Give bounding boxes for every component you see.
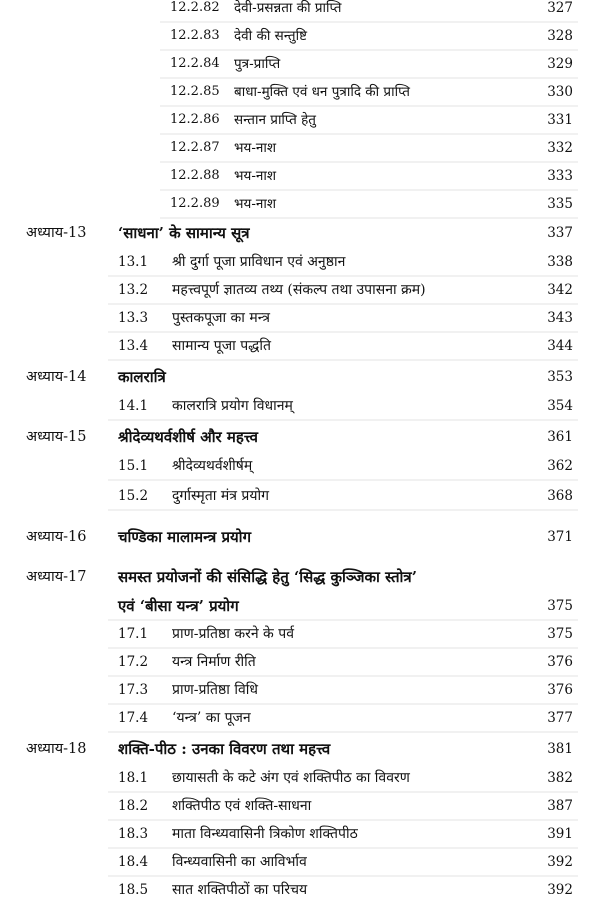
- section-row[interactable]: [0, 333, 600, 359]
- section-title: प्राण-प्रतिष्ठा करने के पर्व: [172, 626, 294, 642]
- section-row[interactable]: [0, 821, 600, 847]
- page-number: 333: [547, 168, 573, 184]
- section-number: 13.3: [118, 310, 149, 326]
- subsection-title: भय-नाश: [234, 140, 277, 156]
- page-number: 330: [547, 84, 573, 100]
- chapter-title: श्रीदेव्यथर्वशीर्ष और महत्त्व: [118, 428, 258, 446]
- chapter-row[interactable]: [0, 593, 600, 619]
- page-number: 328: [547, 28, 573, 44]
- chapter-row[interactable]: [0, 364, 600, 390]
- section-row[interactable]: [0, 249, 600, 275]
- section-number: 13.1: [118, 254, 149, 270]
- section-row[interactable]: [0, 0, 600, 21]
- chapter-row[interactable]: [0, 736, 600, 762]
- section-title: छायासती के कटे अंग एवं शक्तिपीठ का विवरण: [172, 770, 410, 786]
- subsection-number: 12.2.83: [170, 28, 220, 43]
- section-title: सामान्य पूजा पद्धति: [172, 338, 271, 354]
- section-row[interactable]: [0, 107, 600, 133]
- page-number: 376: [547, 682, 573, 698]
- section-number: 18.3: [118, 826, 149, 842]
- page-number: 377: [547, 710, 573, 726]
- page-number: 362: [547, 458, 573, 474]
- chapter-label: अध्याय-13: [26, 225, 87, 241]
- section-row[interactable]: [0, 23, 600, 49]
- page-number: 376: [547, 654, 573, 670]
- chapter-title: एवं ‘बीसा यन्त्र’ प्रयोग: [118, 597, 239, 615]
- section-title: पुस्तकपूजा का मन्त्र: [172, 310, 271, 326]
- section-title: श्री दुर्गा पूजा प्राविधान एवं अनुष्ठान: [172, 254, 346, 270]
- section-title: श्रीदेव्यथर्वशीर्षम्: [172, 458, 253, 474]
- section-row[interactable]: [0, 277, 600, 303]
- section-number: 18.2: [118, 798, 149, 814]
- subsection-number: 12.2.86: [170, 112, 220, 127]
- page-number: 342: [547, 282, 573, 298]
- section-number: 18.5: [118, 882, 149, 898]
- chapter-row[interactable]: [0, 564, 600, 590]
- subsection-title: पुत्र-प्राप्ति: [234, 56, 281, 72]
- page-number: 382: [547, 770, 573, 786]
- section-row[interactable]: [0, 163, 600, 189]
- subsection-title: देवी की सन्तुष्टि: [234, 28, 307, 44]
- page-number: 329: [547, 56, 573, 72]
- section-number: 18.1: [118, 770, 149, 786]
- page-number: 392: [547, 854, 573, 870]
- chapter-row[interactable]: [0, 424, 600, 450]
- section-title: दुर्गास्मृता मंत्र प्रयोग: [172, 488, 269, 504]
- section-row[interactable]: [0, 765, 600, 791]
- subsection-title: भय-नाश: [234, 168, 277, 184]
- page-number: 338: [547, 254, 573, 270]
- section-row[interactable]: [0, 191, 600, 217]
- subsection-title: भय-नाश: [234, 196, 277, 212]
- page-number: 354: [547, 398, 573, 414]
- section-title: सात शक्तिपीठों का परिचय: [172, 882, 308, 898]
- section-title: ‘यन्त्र’ का पूजन: [172, 710, 251, 726]
- section-row[interactable]: [0, 705, 600, 731]
- section-number: 15.2: [118, 488, 149, 504]
- section-row[interactable]: [0, 51, 600, 77]
- page-number: 375: [547, 598, 573, 614]
- section-row[interactable]: [0, 393, 600, 419]
- page-number: 392: [547, 882, 573, 898]
- chapter-title: शक्ति-पीठ : उनका विवरण तथा महत्त्व: [118, 740, 331, 758]
- page-number: 343: [547, 310, 573, 326]
- section-number: 17.1: [118, 626, 149, 642]
- chapter-title: ‘साधना’ के सामान्य सूत्र: [118, 224, 250, 242]
- section-title: प्राण-प्रतिष्ठा विधि: [172, 682, 258, 698]
- section-row[interactable]: [0, 677, 600, 703]
- page-number: 381: [547, 741, 573, 757]
- page-number: 344: [547, 338, 573, 354]
- subsection-number: 12.2.84: [170, 56, 220, 71]
- subsection-number: 12.2.89: [170, 196, 220, 211]
- page-number: 361: [547, 429, 573, 445]
- section-row[interactable]: [0, 877, 600, 903]
- section-title: विन्ध्यवासिनी का आविर्भाव: [172, 854, 307, 870]
- section-row[interactable]: [0, 305, 600, 331]
- subsection-number: 12.2.85: [170, 84, 220, 99]
- section-number: 15.1: [118, 458, 149, 474]
- section-row[interactable]: [0, 621, 600, 647]
- section-number: 14.1: [118, 398, 149, 414]
- subsection-number: 12.2.82: [170, 0, 220, 15]
- section-number: 17.3: [118, 682, 149, 698]
- section-title: कालरात्रि प्रयोग विधानम्: [172, 398, 293, 414]
- chapter-title: चण्डिका मालामन्त्र प्रयोग: [118, 528, 252, 546]
- chapter-label: अध्याय-16: [26, 529, 87, 545]
- section-number: 18.4: [118, 854, 149, 870]
- page-number: 335: [547, 196, 573, 212]
- page-number: 387: [547, 798, 573, 814]
- subsection-number: 12.2.88: [170, 168, 220, 183]
- subsection-title: बाधा-मुक्ति एवं धन पुत्रादि की प्राप्ति: [234, 84, 410, 100]
- section-number: 13.4: [118, 338, 149, 354]
- page-number: 331: [547, 112, 573, 128]
- chapter-label: अध्याय-15: [26, 429, 87, 445]
- section-row[interactable]: [0, 849, 600, 875]
- chapter-title: समस्त प्रयोजनों की संसिद्धि हेतु ‘सिद्ध कुञ्जिका स्तोत्र’: [118, 568, 417, 586]
- section-row[interactable]: [0, 453, 600, 479]
- subsection-title: सन्तान प्राप्ति हेतु: [234, 112, 316, 128]
- chapter-row[interactable]: [0, 220, 600, 246]
- section-row[interactable]: [0, 649, 600, 675]
- page-number: 327: [547, 0, 573, 16]
- section-row[interactable]: [0, 483, 600, 509]
- page-number: 391: [547, 826, 573, 842]
- page-number: 337: [547, 225, 573, 241]
- chapter-label: अध्याय-18: [26, 741, 87, 757]
- chapter-row[interactable]: [0, 524, 600, 550]
- section-title: यन्त्र निर्माण रीति: [172, 654, 256, 670]
- section-row[interactable]: [0, 135, 600, 161]
- subsection-number: 12.2.87: [170, 140, 220, 155]
- section-title: महत्त्वपूर्ण ज्ञातव्य तथ्य (संकल्प तथा उपासना क्रम): [172, 282, 426, 298]
- chapter-label: अध्याय-17: [26, 569, 87, 585]
- page-number: 353: [547, 369, 573, 385]
- section-row[interactable]: [0, 793, 600, 819]
- chapter-title: कालरात्रि: [118, 368, 166, 386]
- section-number: 17.2: [118, 654, 149, 670]
- page-number: 368: [547, 488, 573, 504]
- section-title: शक्तिपीठ एवं शक्ति-साधना: [172, 798, 312, 814]
- page-number: 332: [547, 140, 573, 156]
- chapter-label: अध्याय-14: [26, 369, 87, 385]
- subsection-title: देवी-प्रसन्नता की प्राप्ति: [234, 0, 342, 16]
- section-number: 17.4: [118, 710, 149, 726]
- section-row[interactable]: [0, 79, 600, 105]
- page-number: 375: [547, 626, 573, 642]
- section-title: माता विन्ध्यवासिनी त्रिकोण शक्तिपीठ: [172, 826, 358, 842]
- section-number: 13.2: [118, 282, 149, 298]
- page-number: 371: [547, 529, 573, 545]
